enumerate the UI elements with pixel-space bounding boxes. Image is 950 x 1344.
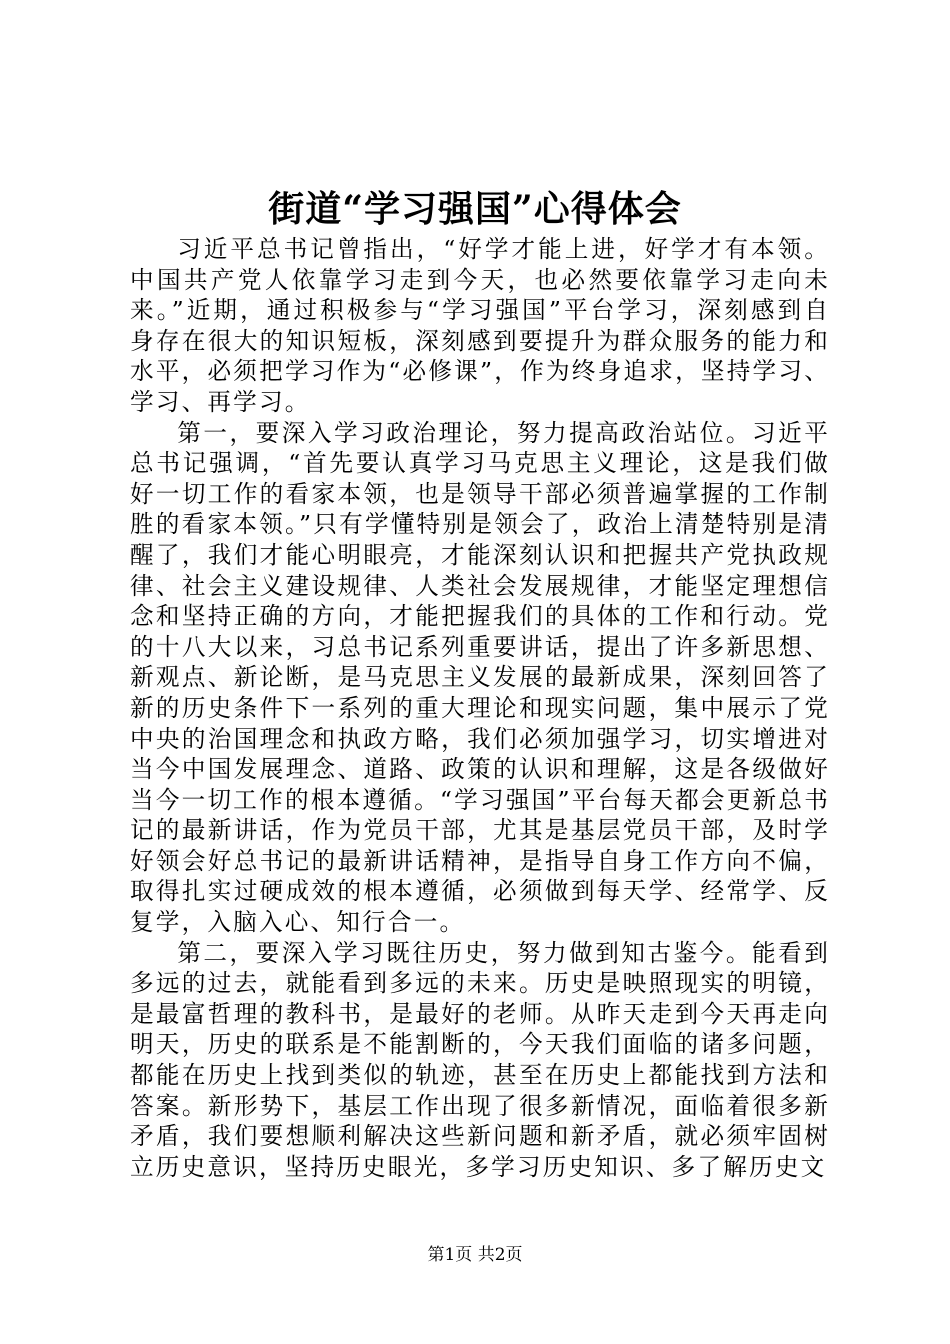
paragraph-first-point: 第一，要深入学习政治理论，努力提高政治站位。习近平总书记强调，“首先要认真学习马克思主义理论，这是我们做好一切工作的看家本领，也是领导干部必须普遍掌握的工作制胜的看家本领。”只有学懂特别是领会了，政治上清楚特别是清醒了，我们才能心明眼亮，才能深刻认识和把握共产党执政规律、社会主义建设规律、人类社会发展规律，才能坚定理想信念和坚持正确的方向，才能把握我们的具体的工作和行动。党的十八大以来，习总书记系列重要讲话，提出了许多新思想、新观点、新论断，是马克思主义发展的最新成果，深刻回答了新的历史条件下一系列的重大理论和现实问题，集中展示了党中央的治国理念和执政方略，我们必须加强学习，切实增进对当今中国发展理念、道路、政策的认识和理解，这是各级做好当今一切工作的根本遵循。“学习强国”平台每天都会更新总书记的最新讲话，作为党员干部，尤其是基层党员干部，及时学好领会好总书记的最新讲话精神，是指导自身工作方向不偏，取得扎实过硬成效的根本遵循，必须做到每天学、经常学、反复学，入脑入心、知行合一。 (130, 418, 830, 937)
paragraph-second-point: 第二，要深入学习既往历史，努力做到知古鉴今。能看到多远的过去，就能看到多远的未来。历史是映照现实的明镜，是最富哲理的教科书，是最好的老师。从昨天走到今天再走向明天，历史的联系是不能割断的，今天我们面临的诸多问题，都能在历史上找到类似的轨迹，甚至在历史上都能找到方法和答案。新形势下，基层工作出现了很多新情况，面临着很多新矛盾，我们要想顺利解决这些新问题和新矛盾，就必须牢固树立历史意识，坚持历史眼光，多学习历史知识、多了解历史文 (130, 938, 830, 1181)
document-title: 街道“学习强国”心得体会 (268, 188, 682, 230)
document-body (130, 234, 830, 1182)
page-number-footer: 第1页 共2页 (427, 1245, 523, 1265)
paragraph-intro: 习近平总书记曾指出，“好学才能上进，好学才有本领。中国共产党人依靠学习走到今天，也必然要依靠学习走向未来。”近期，通过积极参与“学习强国”平台学习，深刻感到自身存在很大的知识短板，深刻感到要提升为群众服务的能力和水平，必须把学习作为“必修课”，作为终身追求，坚持学习、学习、再学习。 (130, 235, 830, 416)
